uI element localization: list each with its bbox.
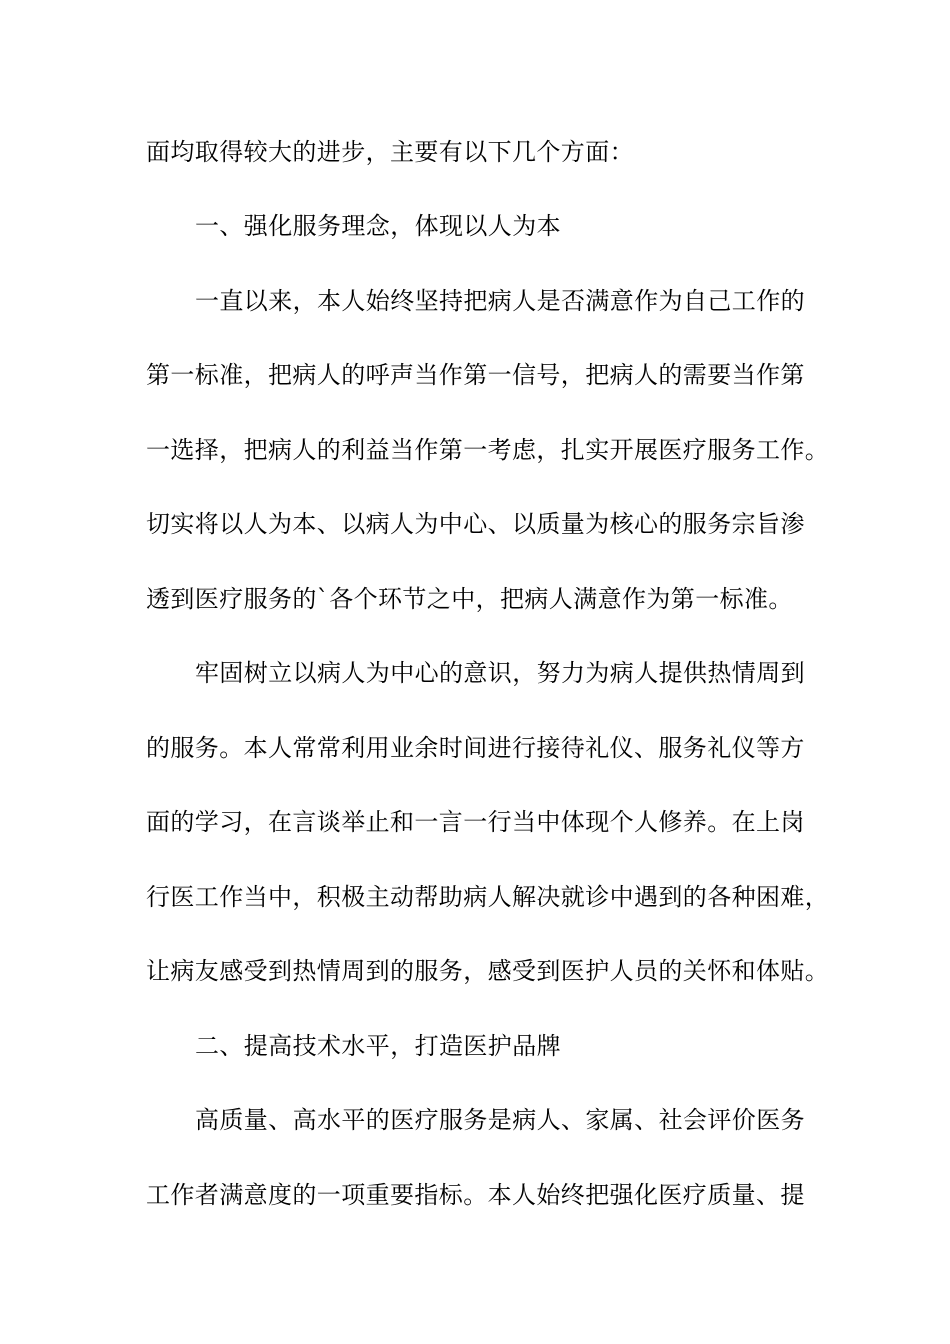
- paragraph-line: 工作者满意度的一项重要指标。本人始终把强化医疗质量、提: [146, 1181, 805, 1209]
- paragraph-line: 行医工作当中，积极主动帮助病人解决就诊中遇到的各种困难，: [146, 883, 830, 911]
- paragraph-line: 面的学习，在言谈举止和一言一行当中体现个人修养。在上岗: [146, 808, 805, 836]
- section-heading-1: 一、强化服务理念，体现以人为本: [195, 212, 561, 240]
- paragraph-line: 牢固树立以病人为中心的意识，努力为病人提供热情周到: [195, 659, 805, 687]
- text-line-continuation: 面均取得较大的进步，主要有以下几个方面：: [146, 138, 634, 166]
- section-heading-2: 二、提高技术水平，打造医护品牌: [195, 1032, 561, 1060]
- paragraph-line: 的服务。本人常常利用业余时间进行接待礼仪、服务礼仪等方: [146, 734, 805, 762]
- paragraph-line: 一直以来，本人始终坚持把病人是否满意作为自己工作的: [195, 287, 805, 315]
- paragraph-line: 切实将以人为本、以病人为中心、以质量为核心的服务宗旨渗: [146, 510, 805, 538]
- paragraph-line: 高质量、高水平的医疗服务是病人、家属、社会评价医务: [195, 1106, 805, 1134]
- paragraph-line: 第一标准，把病人的呼声当作第一信号，把病人的需要当作第: [146, 361, 805, 389]
- paragraph-line: 一选择，把病人的利益当作第一考虑，扎实开展医疗服务工作。: [146, 436, 830, 464]
- paragraph-line: 让病友感受到热情周到的服务，感受到医护人员的关怀和体贴。: [146, 957, 830, 985]
- paragraph-line: 透到医疗服务的`各个环节之中，把病人满意作为第一标准。: [146, 585, 793, 613]
